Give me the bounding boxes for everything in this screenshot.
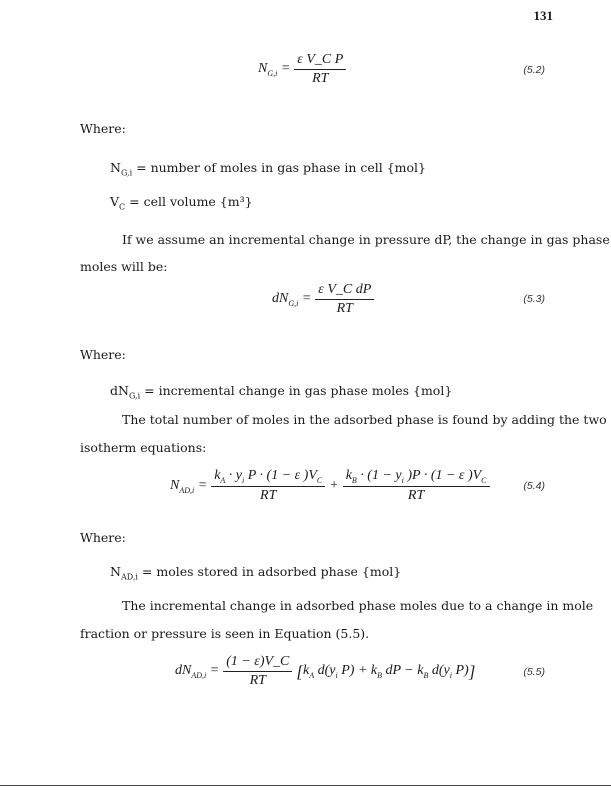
paragraph-line: The total number of moles in the adsorbed phase is found by adding the two bbox=[122, 412, 607, 427]
equation-numerator: ε V_C dP bbox=[315, 282, 374, 300]
paragraph-line: The incremental change in adsorbed phase moles due to a change in mole bbox=[122, 598, 594, 613]
equation-5-2: $N_{G,i}$ = $\frac{\text{ε V\_C P}}{RT}$ bbox=[258, 52, 350, 87]
equation-numerator: ε V_C P bbox=[294, 52, 346, 70]
equation-5-3: $dN_{G,i}$ = $\frac{\text{ε V\_C dP}}{RT}$ bbox=[272, 282, 378, 317]
paragraph-line: isotherm equations: bbox=[80, 440, 207, 455]
page-number: 131 bbox=[533, 8, 553, 23]
paragraph-line: moles will be: bbox=[80, 259, 168, 274]
where-label: Where: bbox=[80, 121, 126, 136]
paragraph-line: fraction or pressure is seen in Equation (5.5). bbox=[80, 626, 370, 641]
equation-number: (5.4) bbox=[523, 480, 545, 492]
where-label: Where: bbox=[80, 347, 126, 362]
definition-nad: $N_{AD,i}$ = moles stored in adsorbed phase {mol} bbox=[110, 564, 402, 582]
equation-5-4: $N_{AD,i}$ = $\frac{k_A \cdot y_i P \cdot (1 - \varepsilon )V_C}{RT}$ + $\frac{k_B \cdot (1 - y_i )P \cdot (1 - \varepsilon )V_C}{RT}$ bbox=[170, 468, 494, 504]
where-label: Where: bbox=[80, 530, 126, 545]
page-bottom-rule bbox=[0, 785, 611, 786]
definition-ng: $N_{G,i}$ = number of moles in gas phase in cell {mol} bbox=[110, 160, 426, 178]
equation-number: (5.3) bbox=[523, 293, 545, 305]
definition-dng: $dN_{G,i}$ = incremental change in gas phase moles {mol} bbox=[110, 383, 453, 401]
equation-numerator: (1 − ε)V_C bbox=[223, 654, 292, 672]
paragraph-line: If we assume an incremental change in pressure dP, the change in gas phase bbox=[122, 232, 610, 247]
equation-number: (5.5) bbox=[523, 666, 545, 678]
definition-vc: $V_C$ = cell volume {m³} bbox=[110, 194, 253, 212]
equation-number: (5.2) bbox=[523, 64, 545, 76]
equation-5-5: $dN_{AD,i}$ = $\frac{(1 - \varepsilon)V\_C}{RT}$ [ $k_A$ $d(y_i$ $P) + k_B$ dP − $k_B$ $d(y_i$ P) ] bbox=[175, 654, 476, 688]
